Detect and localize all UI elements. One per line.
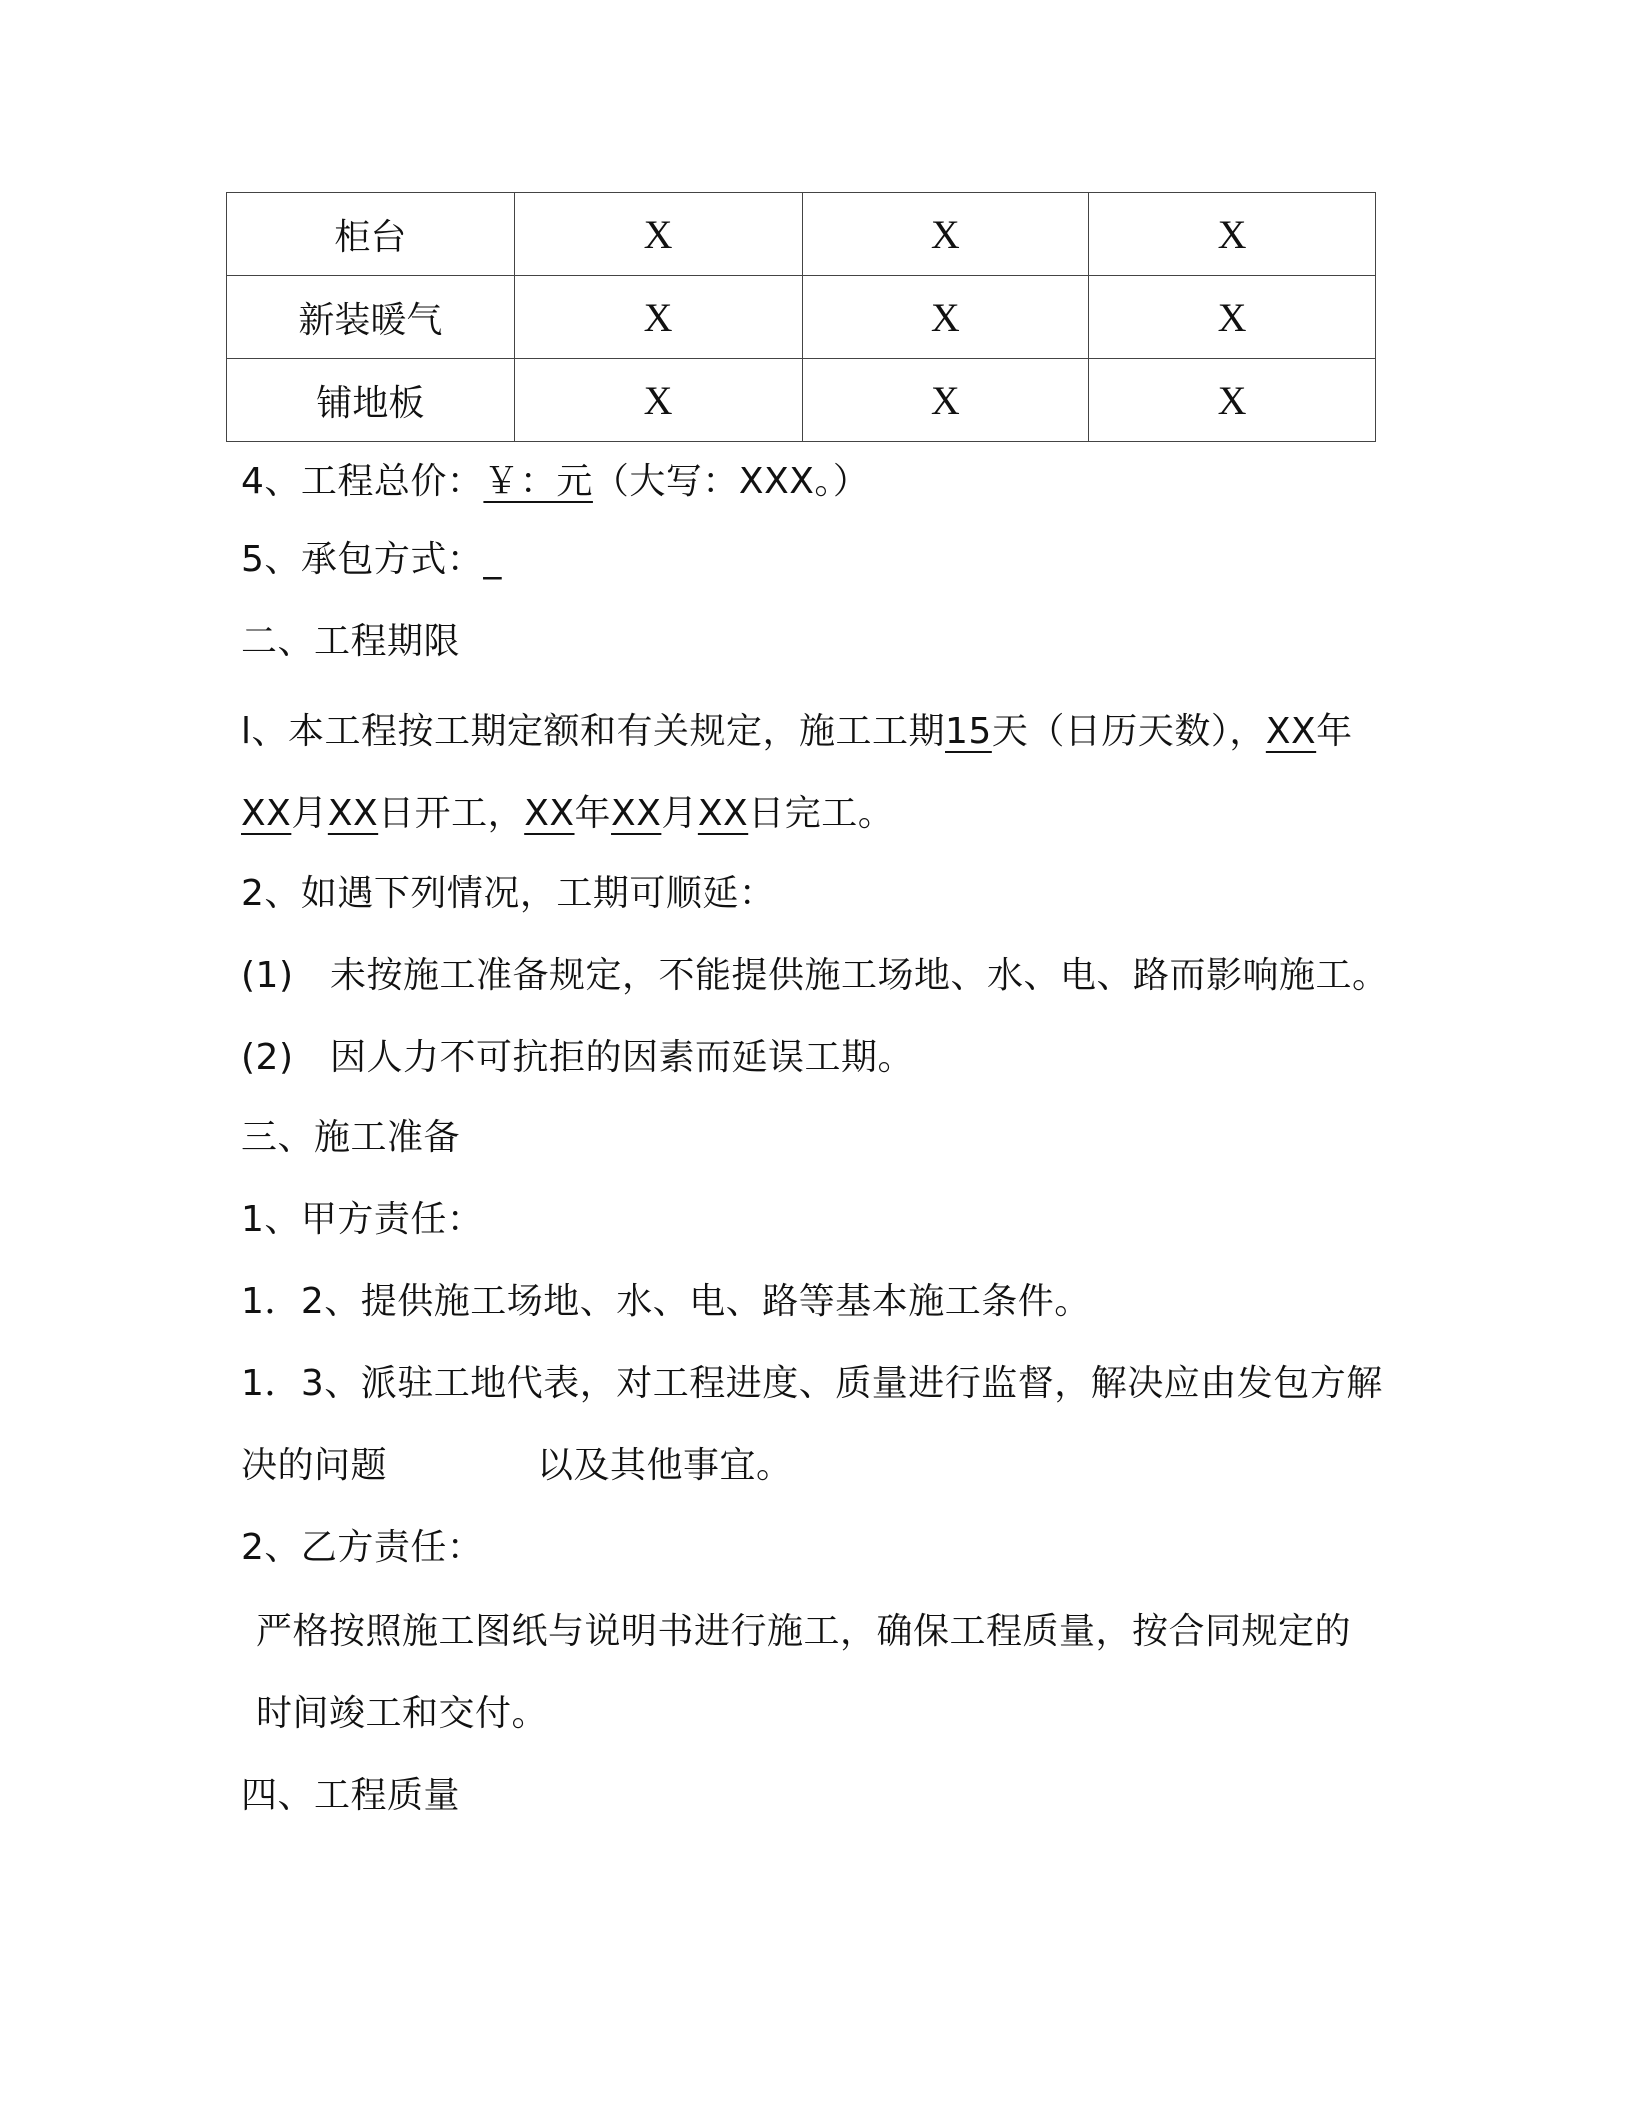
duration-days: 15: [945, 711, 992, 752]
party-a-heading: 1、甲方责任：: [241, 1199, 484, 1240]
clause-text: 天（日历天数），: [991, 711, 1266, 752]
delay-condition-1: (1) 未按施工准备规定，不能提供施工场地、水、电、路而影响施工。: [241, 955, 1389, 996]
clause-text: 以及其他事宜。: [537, 1445, 793, 1486]
item-name: 柜台: [227, 193, 515, 276]
period-clause-2: 2、如遇下列情况，工期可顺延：: [241, 873, 776, 914]
contract-method-value: _: [483, 539, 502, 580]
party-a-item-1-3: 1．3、派驻工地代表，对工程进度、质量进行监督，解决应由发包方解: [241, 1363, 1383, 1404]
table-cell: X: [1089, 193, 1376, 276]
total-price-label: 4、工程总价：: [241, 461, 484, 502]
item-name: 铺地板: [227, 359, 515, 442]
total-price-line: [241, 458, 869, 506]
table-cell: X: [1089, 276, 1376, 359]
start-month: XX: [241, 793, 292, 834]
start-day: XX: [327, 793, 379, 834]
delay-condition-2: (2) 因人力不可抗拒的因素而延误工期。: [241, 1037, 914, 1078]
items-table: [226, 192, 1376, 442]
table-row: [227, 359, 1376, 442]
period-clause-1: [241, 708, 1353, 756]
contract-method-label: 5、承包方式：: [241, 539, 484, 580]
table-cell: X: [802, 359, 1089, 442]
start-year: XX: [1265, 711, 1317, 752]
clause-text: l、本工程按工期定额和有关规定，施工工期: [241, 711, 946, 752]
period-dates-line: [241, 790, 894, 838]
table-cell: X: [802, 276, 1089, 359]
item-name: 新装暖气: [227, 276, 515, 359]
clause-text: 年: [1316, 711, 1353, 752]
table-cell: X: [802, 193, 1089, 276]
clause-text: 月: [291, 793, 328, 834]
party-a-item-1-2: 1．2、提供施工场地、水、电、路等基本施工条件。: [241, 1281, 1091, 1322]
table-cell: X: [514, 359, 802, 442]
end-year: XX: [524, 793, 575, 834]
total-price-value: ￥：元: [483, 461, 593, 502]
section-heading-quality: 四、工程质量: [241, 1775, 461, 1816]
table-cell: X: [514, 276, 802, 359]
party-b-duty: 严格按照施工图纸与说明书进行施工，确保工程质量，按合同规定的: [256, 1611, 1352, 1652]
clause-text: 日开工，: [378, 793, 525, 834]
end-month: XX: [611, 793, 662, 834]
section-heading-preparation: 三、施工准备: [241, 1117, 461, 1158]
contract-method-line: [241, 536, 502, 584]
clause-text: 月: [661, 793, 698, 834]
table-row: [227, 193, 1376, 276]
table-row: [227, 276, 1376, 359]
party-a-item-1-3-cont: [241, 1442, 793, 1490]
table-cell: X: [514, 193, 802, 276]
party-b-heading: 2、乙方责任：: [241, 1527, 484, 1568]
clause-text: 决的问题: [241, 1445, 388, 1486]
section-heading-period: 二、工程期限: [241, 621, 461, 662]
clause-text: 日完工。: [748, 793, 895, 834]
party-b-duty-cont: 时间竣工和交付。: [256, 1693, 549, 1734]
clause-text: 年: [574, 793, 612, 834]
end-day: XX: [697, 793, 749, 834]
total-price-uppercase: （大写：XXX。）: [592, 461, 870, 502]
table-cell: X: [1089, 359, 1376, 442]
